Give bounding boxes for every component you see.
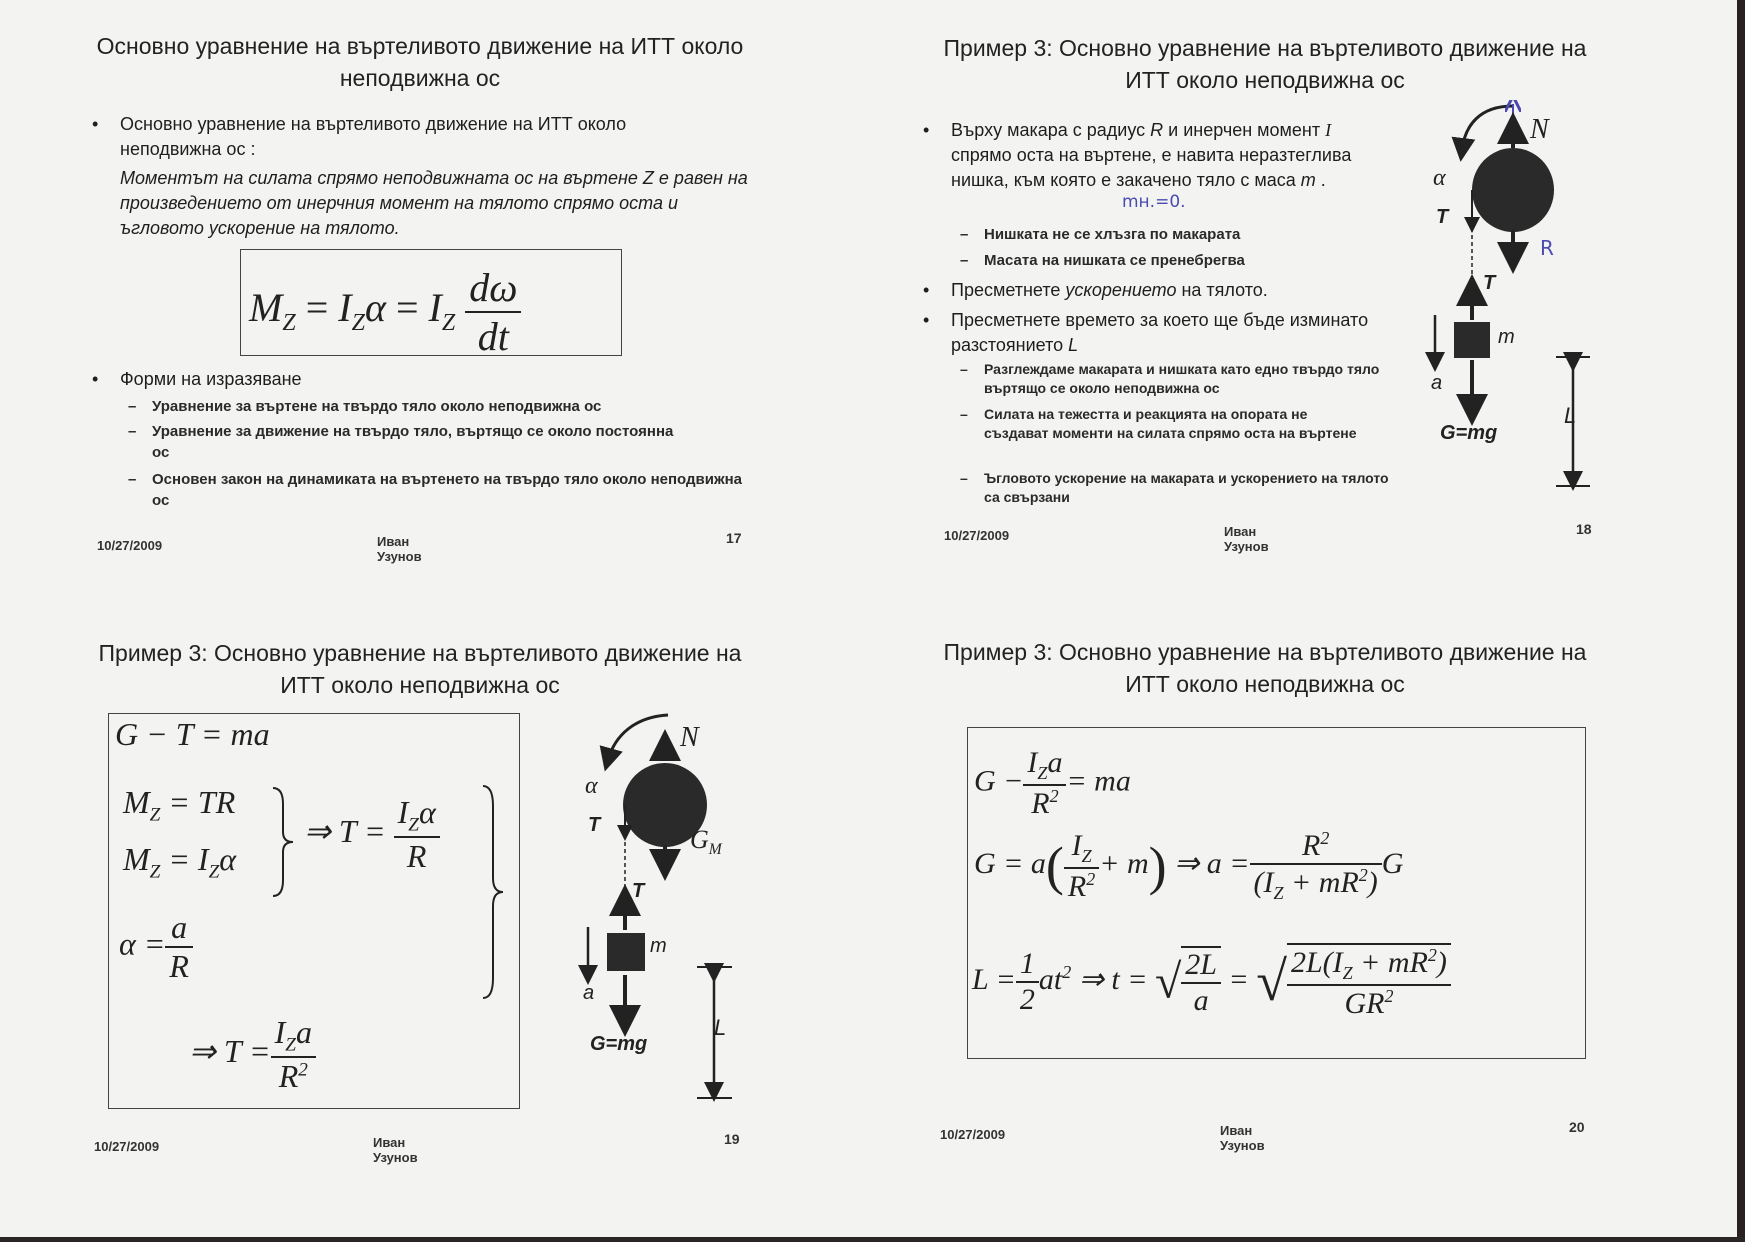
bullet-dot: • <box>92 369 99 389</box>
bullet-dot: • <box>923 280 930 300</box>
list-item: – Ъгловото ускорение на макарата и ускорението на тялото са свързани <box>960 470 1389 505</box>
label-N: N <box>1530 114 1549 145</box>
label-m: m <box>650 935 667 957</box>
equation-line-2: G = a( $\frac{I_Z}{R^2}$ + m) ⇒ a = $\frac{R^2}{(I_Z + mR^2)}$ G <box>974 828 1404 903</box>
list-item: – Уравнение за движение на твърдо тяло, въртящо се около постоянна ос <box>128 423 674 461</box>
slide-title: Пример 3: Основно уравнение на въртеливото движение на ИТТ около неподвижна ос <box>98 640 742 698</box>
footer-author: Иван Узунов <box>1224 524 1269 554</box>
bullet-compute-acceleration: • Пресметнете ускорението на тялото. <box>951 278 1391 303</box>
label-L: L <box>1564 403 1577 428</box>
scan-edge-bottom <box>0 1237 1745 1242</box>
slide-title: Основно уравнение на въртеливото движение на ИТТ около неподвижна ос <box>96 33 744 91</box>
label-G-mg: G=mg <box>590 1033 648 1055</box>
fraction-domega-dt: $\frac{d\omega}{dt}$ <box>465 264 521 360</box>
brace-large <box>479 782 509 1002</box>
rotation-arrow <box>608 715 668 760</box>
bullet-forms <box>92 367 720 392</box>
list-item: – Силата на тежестта и реакцията на опората не създават моменти на силата спрямо оста на въртене <box>960 406 1357 441</box>
equation-line-1: G − $\frac{I_Za}{R^2}$ = ma <box>974 746 1131 820</box>
handwritten-label-R: R <box>1540 236 1554 260</box>
mass-block <box>1454 322 1490 358</box>
equation-T-result: ⇒ T = $\frac{I_Za}{R^2}$ <box>189 1014 316 1095</box>
footer-page-number: 18 <box>1576 521 1592 537</box>
equation-newton: G − T = ma <box>115 716 270 752</box>
scan-edge-right <box>1737 0 1745 1242</box>
label-alpha: α <box>1433 165 1446 191</box>
footer-page-number: 20 <box>1569 1119 1585 1135</box>
label-G-mg: G=mg <box>1440 422 1498 444</box>
footer-date: 10/27/2009 <box>944 528 1010 543</box>
bullet-compute-time: • Пресметнете времето за което ще бъде изминато разстоянието L <box>923 310 1369 355</box>
bullet-problem-statement: • Върху макара с радиус R и инерчен момент I спрямо оста на въртене, е навита неразтеглива нишка, към която е закачено тяло с маса m . <box>923 120 1352 190</box>
slide-title: Пример 3: Основно уравнение на въртеливото движение на ИТТ около неподвижна ос <box>943 35 1587 93</box>
mass-block <box>607 933 645 971</box>
list-item: – Разглеждаме макарата и нишката като едно твърдо тяло въртящо се около неподвижна ос <box>960 361 1380 396</box>
brace-small <box>269 784 299 899</box>
bullet-text: Форми на изразяване <box>120 369 302 389</box>
pulley-disk <box>1472 148 1554 232</box>
bullet-dot: • <box>923 120 930 140</box>
label-alpha: α <box>585 773 598 799</box>
equation-alpha-a-R: α = $\frac{a}{R}$ <box>119 909 193 985</box>
label-GM: $G_M$ <box>690 825 722 859</box>
list-item: – Нишката не се хлъзга по макарата <box>960 226 1241 243</box>
label-T-bottom: T <box>632 880 645 902</box>
footer-author: Иван Узунов <box>377 534 422 564</box>
footer-date: 10/27/2009 <box>940 1127 1006 1142</box>
footer-author: Иван Узунов <box>1220 1123 1265 1153</box>
formula-main: $M_Z = I_Z\alpha = I_Z$ $\frac{d\omega}{dt}$ <box>249 264 521 360</box>
equation-line-3: L = $\frac{1}{2}$ $at^2$ ⇒ t = √ $\frac{2L}{a}$ = √ $\frac{2L(I_Z + mR^2)}{GR^2}$ <box>972 943 1451 1021</box>
handwritten-note: mн.=0. <box>1122 192 1186 212</box>
footer-page-number: 17 <box>726 530 742 546</box>
footer-author: Иван Узунов <box>373 1135 418 1165</box>
bullet-dot: • <box>92 114 99 134</box>
rotation-arrow <box>1462 106 1513 150</box>
label-a: a <box>1431 372 1443 394</box>
bullet-main-equation <box>92 112 720 162</box>
footer-date: 10/27/2009 <box>94 1139 160 1154</box>
label-T-top: T <box>1436 206 1449 228</box>
label-T-bottom: T <box>1483 272 1496 294</box>
definition-text: Моментът на силата спрямо неподвижната ос на въртене Z е равен на произведението от инерчния момент на тялото спрямо оста и ъгловото ускорение на тялото. <box>120 168 748 238</box>
list-item: – Уравнение за въртене на твърдо тяло около неподвижна ос <box>128 398 602 415</box>
label-L: L <box>714 1015 727 1040</box>
equations-box <box>967 727 1586 1059</box>
label-N: N <box>680 722 699 753</box>
label-m: m <box>1498 326 1515 348</box>
equation-moment-TR: $M_Z$ = TR <box>123 784 236 826</box>
equations-box <box>108 713 520 1109</box>
label-T-top: T <box>588 814 601 836</box>
list-item: – Основен закон на динамиката на въртенето на твърдо тяло около неподвижна ос <box>128 471 743 509</box>
footer-page-number: 19 <box>724 1131 740 1147</box>
equation-T-Ialpha-R: ⇒ T = $\frac{I_Z\alpha}{R}$ <box>304 794 440 875</box>
equation-moment-Ialpha: $M_Z = I_Z\alpha$ <box>123 841 237 883</box>
bullet-text: Основно уравнение на въртеливото движение на ИТТ около неподвижна ос : <box>120 114 627 159</box>
footer-date: 10/27/2009 <box>97 538 163 553</box>
list-item: – Масата на нишката се пренебрегва <box>960 252 1245 269</box>
slide-title: Пример 3: Основно уравнение на въртеливото движение на ИТТ около неподвижна ос <box>943 639 1587 697</box>
label-a: a <box>583 982 595 1004</box>
bullet-dot: • <box>923 310 930 330</box>
formula-box <box>240 249 622 359</box>
